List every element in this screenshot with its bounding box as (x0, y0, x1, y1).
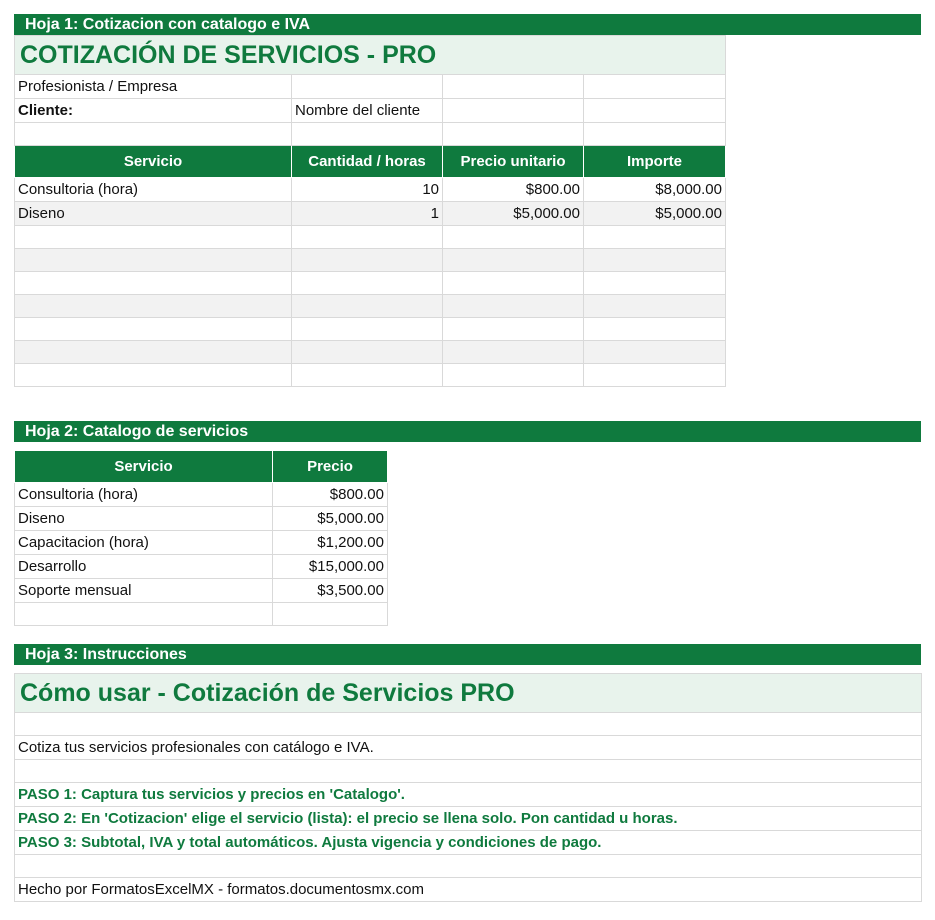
quantity-cell[interactable]: 10 (292, 178, 443, 202)
table-row (15, 226, 726, 249)
empty-cell[interactable] (15, 603, 273, 626)
table-row (15, 603, 388, 626)
catalog-price-cell[interactable]: $3,500.00 (273, 579, 388, 603)
col-header-price: Precio (273, 451, 388, 483)
empty-cell[interactable] (15, 226, 292, 249)
empty-cell[interactable] (15, 341, 292, 364)
empty-cell[interactable] (15, 713, 922, 736)
table-row (15, 272, 726, 295)
catalog-service-cell[interactable]: Consultoria (hora) (15, 483, 273, 507)
table-row (15, 507, 388, 531)
service-cell[interactable]: Consultoria (hora) (15, 178, 292, 202)
catalog-price-cell[interactable]: $800.00 (273, 483, 388, 507)
empty-cell[interactable] (584, 364, 726, 387)
empty-cell[interactable] (292, 226, 443, 249)
client-label: Cliente: (15, 99, 292, 123)
empty-cell[interactable] (443, 295, 584, 318)
instructions-table (14, 673, 922, 902)
sheet3-band: Hoja 3: Instrucciones (14, 644, 921, 665)
client-value-cell[interactable]: Nombre del cliente (292, 99, 443, 123)
empty-cell[interactable] (15, 272, 292, 295)
step-3-cell[interactable]: PASO 3: Subtotal, IVA y total automáticos. Ajusta vigencia y condiciones de pago. (15, 831, 922, 855)
empty-cell[interactable] (15, 295, 292, 318)
empty-cell[interactable] (584, 123, 726, 146)
empty-cell[interactable] (584, 249, 726, 272)
empty-cell[interactable] (15, 318, 292, 341)
catalog-service-cell[interactable]: Capacitacion (hora) (15, 531, 273, 555)
catalog-price-cell[interactable]: $1,200.00 (273, 531, 388, 555)
instructions-sheet (14, 673, 922, 902)
catalog-sheet (14, 450, 388, 626)
col-header-amount: Importe (584, 146, 726, 178)
table-row (15, 295, 726, 318)
empty-cell[interactable] (584, 75, 726, 99)
empty-cell[interactable] (584, 226, 726, 249)
unit-price-cell[interactable]: $800.00 (443, 178, 584, 202)
footer-cell[interactable]: Hecho por FormatosExcelMX - formatos.documentosmx.com (15, 878, 922, 902)
empty-cell[interactable] (443, 226, 584, 249)
table-row (15, 483, 388, 507)
amount-cell[interactable]: $5,000.00 (584, 202, 726, 226)
table-row (15, 341, 726, 364)
empty-cell[interactable] (292, 249, 443, 272)
quantity-cell[interactable]: 1 (292, 202, 443, 226)
step-2-cell[interactable]: PASO 2: En 'Cotizacion' elige el servicio (lista): el precio se llena solo. Pon cantidad u horas. (15, 807, 922, 831)
col-header-service: Servicio (15, 451, 273, 483)
table-row (15, 531, 388, 555)
table-row (15, 249, 726, 272)
empty-cell[interactable] (443, 364, 584, 387)
empty-cell[interactable] (292, 272, 443, 295)
empty-cell[interactable] (15, 123, 292, 146)
empty-cell[interactable] (443, 123, 584, 146)
empty-cell[interactable] (15, 855, 922, 878)
col-header-unit-price: Precio unitario (443, 146, 584, 178)
empty-cell[interactable] (584, 99, 726, 123)
empty-cell[interactable] (292, 341, 443, 364)
col-header-service: Servicio (15, 146, 292, 178)
sheet2-band: Hoja 2: Catalogo de servicios (14, 421, 921, 442)
empty-cell[interactable] (584, 272, 726, 295)
table-row (15, 579, 388, 603)
catalog-service-cell[interactable]: Diseno (15, 507, 273, 531)
table-row (15, 202, 726, 226)
catalog-service-cell[interactable]: Desarrollo (15, 555, 273, 579)
service-cell[interactable]: Diseno (15, 202, 292, 226)
empty-cell[interactable] (443, 341, 584, 364)
empty-cell[interactable] (292, 295, 443, 318)
sheet1-band: Hoja 1: Cotizacion con catalogo e IVA (14, 14, 921, 35)
step-1-cell[interactable]: PASO 1: Captura tus servicios y precios en 'Catalogo'. (15, 783, 922, 807)
empty-cell[interactable] (443, 75, 584, 99)
empty-cell[interactable] (292, 123, 443, 146)
table-row (15, 555, 388, 579)
table-row (15, 364, 726, 387)
empty-cell[interactable] (15, 364, 292, 387)
quote-sheet (14, 35, 726, 387)
empty-cell[interactable] (443, 249, 584, 272)
table-row (15, 178, 726, 202)
col-header-quantity: Cantidad / horas (292, 146, 443, 178)
quote-title: COTIZACIÓN DE SERVICIOS - PRO (15, 36, 726, 75)
instructions-title: Cómo usar - Cotización de Servicios PRO (15, 674, 922, 713)
catalog-price-cell[interactable]: $15,000.00 (273, 555, 388, 579)
quote-table (14, 35, 726, 387)
catalog-table (14, 450, 388, 626)
catalog-price-cell[interactable]: $5,000.00 (273, 507, 388, 531)
intro-cell[interactable]: Cotiza tus servicios profesionales con catálogo e IVA. (15, 736, 922, 760)
empty-cell[interactable] (443, 99, 584, 123)
table-row (15, 318, 726, 341)
empty-cell[interactable] (443, 272, 584, 295)
empty-cell[interactable] (15, 760, 922, 783)
empty-cell[interactable] (584, 295, 726, 318)
empty-cell[interactable] (292, 318, 443, 341)
empty-cell[interactable] (273, 603, 388, 626)
empty-cell[interactable] (584, 341, 726, 364)
amount-cell[interactable]: $8,000.00 (584, 178, 726, 202)
unit-price-cell[interactable]: $5,000.00 (443, 202, 584, 226)
empty-cell[interactable] (292, 364, 443, 387)
catalog-service-cell[interactable]: Soporte mensual (15, 579, 273, 603)
empty-cell[interactable] (15, 249, 292, 272)
empty-cell[interactable] (292, 75, 443, 99)
provider-cell[interactable]: Profesionista / Empresa (15, 75, 292, 99)
empty-cell[interactable] (584, 318, 726, 341)
empty-cell[interactable] (443, 318, 584, 341)
